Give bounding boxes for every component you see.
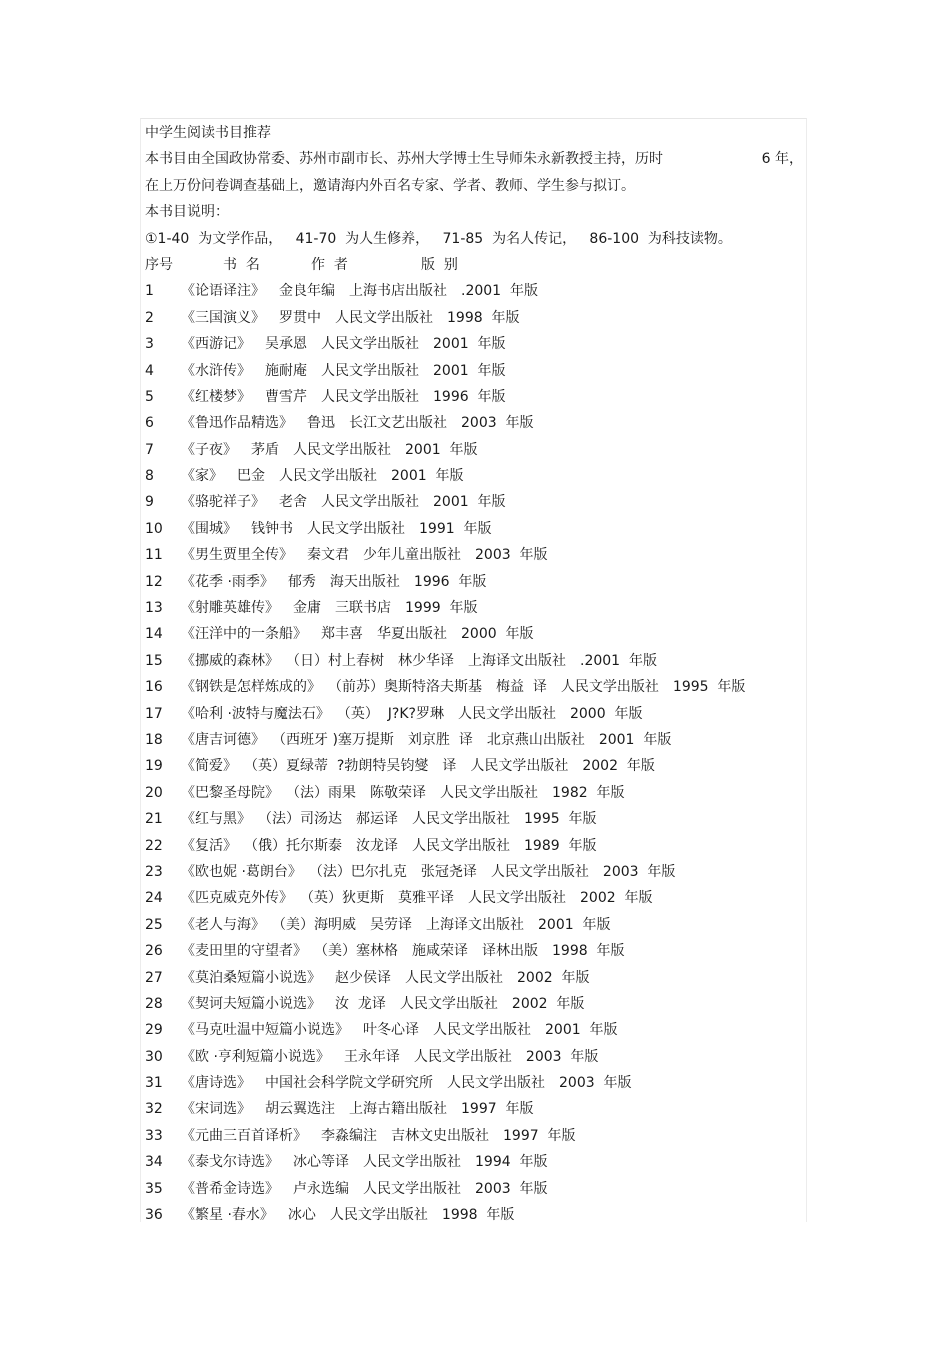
document-body <box>145 120 805 1228</box>
book-author: （西班牙 )塞万提斯 <box>279 731 394 748</box>
list-item <box>145 569 805 595</box>
header-no: 序号 <box>145 256 173 273</box>
list-item <box>145 1017 805 1043</box>
list-item <box>145 489 805 515</box>
book-title: 《骆驼祥子》 <box>181 494 265 511</box>
book-no: 10 <box>145 520 163 537</box>
book-publisher: 人民文学出版社 <box>440 784 538 801</box>
book-year: 1995 年版 <box>524 811 597 828</box>
book-publisher: 译林出版 <box>482 943 538 960</box>
book-no: 32 <box>145 1101 163 1118</box>
intro-line-1 <box>145 146 803 172</box>
header-title: 书 名 <box>223 256 260 273</box>
book-publisher: 人民文学出版社 <box>405 969 503 986</box>
book-no: 13 <box>145 600 163 617</box>
book-title: 《麦田里的守望者》 <box>181 943 307 960</box>
notes-heading: 本书目说明： <box>145 204 229 221</box>
book-author: 茅盾 <box>251 441 279 458</box>
book-title: 《普希金诗选》 <box>181 1180 279 1197</box>
list-item <box>145 859 805 885</box>
book-no: 11 <box>145 547 163 564</box>
book-title: 《老人与海》 <box>181 916 265 933</box>
book-title: 《巴黎圣母院》 <box>181 784 279 801</box>
book-no: 3 <box>145 336 154 353</box>
list-item <box>145 331 805 357</box>
book-author: 卢永选编 <box>293 1180 349 1197</box>
book-title: 《泰戈尔诗选》 <box>181 1154 279 1171</box>
book-author: 金良年编 <box>279 283 335 300</box>
list-item <box>145 727 805 753</box>
list-item <box>145 991 805 1017</box>
book-publisher: 吉林文史出版社 <box>391 1127 489 1144</box>
book-title: 《匹克威克外传》 <box>181 890 293 907</box>
book-title: 《欧 ·亨利短篇小说选》 <box>181 1048 330 1065</box>
book-year: 2001 年版 <box>391 468 464 485</box>
book-author: 钱钟书 <box>251 520 293 537</box>
list-item <box>145 938 805 964</box>
book-no: 19 <box>145 758 163 775</box>
book-no: 23 <box>145 863 163 880</box>
list-item <box>145 1202 805 1228</box>
book-year: 2002 年版 <box>580 890 653 907</box>
list-item <box>145 701 805 727</box>
book-publisher: 人民文学出版社 <box>279 468 377 485</box>
book-publisher: 人民文学出版社 <box>490 863 589 880</box>
book-title: 《莫泊桑短篇小说选》 <box>181 969 321 986</box>
book-year: 1998 年版 <box>441 1207 515 1224</box>
book-no: 18 <box>145 731 163 748</box>
book-no: 29 <box>145 1022 163 1039</box>
book-publisher: 人民文学出版社 <box>335 309 433 326</box>
book-publisher: 上海译文出版社 <box>426 916 524 933</box>
book-title: 《红与黑》 <box>181 811 251 828</box>
book-year: 2000 年版 <box>461 626 534 643</box>
book-author: 赵少侯译 <box>335 969 391 986</box>
book-publisher: 人民文学出版社 <box>321 494 419 511</box>
book-no: 35 <box>145 1180 163 1197</box>
book-author: （美）海明威 <box>279 916 356 933</box>
book-year: 1998 年版 <box>552 943 625 960</box>
book-year: 2003 年版 <box>475 1180 548 1197</box>
book-no: 24 <box>145 890 163 907</box>
book-author: 汝 龙译 <box>335 995 386 1012</box>
book-no: 14 <box>145 626 163 643</box>
book-publisher: 人民文学出版社 <box>321 388 419 405</box>
book-translator: 梅益 译 <box>496 679 547 696</box>
list-item <box>145 753 805 779</box>
book-year: 2003 年版 <box>559 1075 632 1092</box>
book-author: （英）狄更斯 <box>307 890 384 907</box>
header-author: 作 者 <box>311 256 348 273</box>
book-no: 33 <box>145 1127 163 1144</box>
book-year: 2002 年版 <box>511 995 585 1012</box>
book-author: 秦文君 <box>307 547 349 564</box>
book-title: 《射雕英雄传》 <box>181 600 279 617</box>
book-list <box>145 278 805 1228</box>
book-year: 1998 年版 <box>447 309 520 326</box>
book-publisher: 人民文学出版社 <box>447 1075 545 1092</box>
book-author: 李淼编注 <box>321 1127 377 1144</box>
book-author: 金庸 <box>293 600 321 617</box>
book-publisher: 人民文学出版社 <box>399 995 498 1012</box>
book-title: 《围城》 <box>181 520 237 537</box>
book-publisher: 上海古籍出版社 <box>349 1101 447 1118</box>
list-item <box>145 463 805 489</box>
book-no: 2 <box>145 309 154 326</box>
book-author: （英） J?K?罗琳 <box>343 705 444 722</box>
book-author: （英）夏绿蒂 ?勃朗特吴钧燮 <box>251 758 429 775</box>
book-author: 施耐庵 <box>265 362 307 379</box>
book-publisher: 人民文学出版社 <box>457 705 556 722</box>
list-item <box>145 516 805 542</box>
book-translator: 译 <box>442 758 457 775</box>
book-no: 8 <box>145 468 154 485</box>
book-year: 2001 年版 <box>405 441 478 458</box>
book-translator: 刘京胜 译 <box>407 731 473 748</box>
book-no: 7 <box>145 441 154 458</box>
book-author: 巴金 <box>237 468 265 485</box>
book-title: 《唐吉诃德》 <box>181 731 265 748</box>
book-translator: 吴劳译 <box>370 916 412 933</box>
intro-line-2: 在上万份问卷调查基础上，邀请海内外百名专家、学者、教师、学生参与拟订。 <box>145 177 635 194</box>
notes-text: ①1-40 为文学作品， 41-70 为人生修养， 71-85 为名人传记， 86-100 为科技读物。 <box>145 230 732 247</box>
book-year: 2003 年版 <box>475 547 548 564</box>
list-item <box>145 965 805 991</box>
book-translator: 林少华译 <box>398 652 454 669</box>
book-publisher: 人民文学出版社 <box>413 1048 512 1065</box>
list-item <box>145 384 805 410</box>
book-no: 30 <box>145 1048 163 1065</box>
book-translator: 施咸荣译 <box>412 943 468 960</box>
book-no: 17 <box>145 705 163 722</box>
list-item <box>145 1044 805 1070</box>
book-publisher: 人民文学出版社 <box>329 1207 428 1224</box>
book-author: 叶冬心译 <box>363 1022 419 1039</box>
book-translator: 张冠尧译 <box>420 863 477 880</box>
book-author: （法）巴尔扎克 <box>315 863 407 880</box>
book-title: 《钢铁是怎样炼成的》 <box>181 679 321 696</box>
book-publisher: 少年儿童出版社 <box>363 547 461 564</box>
book-year: 1997 年版 <box>503 1127 576 1144</box>
book-author: 郑丰喜 <box>321 626 363 643</box>
book-publisher: 人民文学出版社 <box>412 837 510 854</box>
book-title: 《子夜》 <box>181 441 237 458</box>
book-author: （法）司汤达 <box>265 811 342 828</box>
book-year: 2001 年版 <box>598 731 672 748</box>
list-item <box>145 674 805 700</box>
book-no: 1 <box>145 283 154 300</box>
book-year: 1982 年版 <box>552 784 625 801</box>
book-no: 36 <box>145 1207 163 1224</box>
book-no: 6 <box>145 415 154 432</box>
book-title: 《花季 ·雨季》 <box>181 573 274 590</box>
book-no: 27 <box>145 969 163 986</box>
book-title: 《唐诗选》 <box>181 1075 251 1092</box>
book-no: 26 <box>145 943 163 960</box>
book-translator: 莫雅平译 <box>398 890 454 907</box>
book-translator: 郝运译 <box>356 811 398 828</box>
book-author: （日）村上春树 <box>293 652 384 669</box>
book-author: （俄）托尔斯泰 <box>251 837 342 854</box>
book-title: 《西游记》 <box>181 336 251 353</box>
list-item <box>145 358 805 384</box>
book-year: .2001 年版 <box>580 652 657 669</box>
book-publisher: 北京燕山出版社 <box>486 731 585 748</box>
book-title: 《元曲三百首译析》 <box>181 1127 307 1144</box>
book-title: 《简爱》 <box>181 758 237 775</box>
book-no: 34 <box>145 1154 163 1171</box>
book-title: 《契诃夫短篇小说选》 <box>181 995 321 1012</box>
book-publisher: 人民文学出版社 <box>363 1154 461 1171</box>
list-item <box>145 1070 805 1096</box>
book-title: 《三国演义》 <box>181 309 265 326</box>
book-author: （法）雨果 <box>293 784 356 801</box>
book-publisher: 人民文学出版社 <box>293 441 391 458</box>
list-item <box>145 912 805 938</box>
book-title: 《哈利 ·波特与魔法石》 <box>181 705 330 722</box>
book-author: （美）塞林格 <box>321 943 398 960</box>
book-year: 2002 年版 <box>517 969 590 986</box>
list-item <box>145 305 805 331</box>
book-publisher: 人民文学出版社 <box>560 679 659 696</box>
book-title: 《汪洋中的一条船》 <box>181 626 307 643</box>
book-title: 《水浒传》 <box>181 362 251 379</box>
book-no: 20 <box>145 784 163 801</box>
list-item <box>145 1123 805 1149</box>
book-year: 2003 年版 <box>602 863 676 880</box>
intro-line-1-main: 本书目由全国政协常委、苏州市副市长、苏州大学博士生导师朱永新教授主持，历时 <box>145 151 663 168</box>
list-item <box>145 410 805 436</box>
book-no: 22 <box>145 837 163 854</box>
book-author: 罗贯中 <box>279 309 321 326</box>
book-translator: 陈敬荣译 <box>370 784 426 801</box>
book-publisher: 人民文学出版社 <box>470 758 569 775</box>
list-item <box>145 278 805 304</box>
book-year: 2001 年版 <box>433 494 506 511</box>
book-author: 曹雪芹 <box>265 388 307 405</box>
book-publisher: 人民文学出版社 <box>321 362 419 379</box>
book-author: 冰心 <box>287 1207 316 1224</box>
book-title: 《复活》 <box>181 837 237 854</box>
list-item <box>145 833 805 859</box>
book-author: 鲁迅 <box>307 415 335 432</box>
list-item <box>145 621 805 647</box>
book-publisher: 人民文学出版社 <box>412 811 510 828</box>
book-publisher: 长江文艺出版社 <box>349 415 447 432</box>
book-title: 《欧也妮 ·葛朗台》 <box>181 863 302 880</box>
list-item <box>145 1096 805 1122</box>
book-year: 1996 年版 <box>433 388 506 405</box>
book-title: 《男生贾里全传》 <box>181 547 293 564</box>
book-author: 王永年译 <box>343 1048 400 1065</box>
book-year: 2003 年版 <box>461 415 534 432</box>
book-title: 《鲁迅作品精选》 <box>181 415 293 432</box>
book-author: 冰心等译 <box>293 1154 349 1171</box>
book-no: 4 <box>145 362 154 379</box>
book-publisher: 人民文学出版社 <box>321 336 419 353</box>
book-author: 吴承恩 <box>265 336 307 353</box>
book-publisher: 海天出版社 <box>329 573 400 590</box>
book-year: 1997 年版 <box>461 1101 534 1118</box>
book-year: 2000 年版 <box>569 705 643 722</box>
book-year: 1996 年版 <box>413 573 487 590</box>
book-publisher: 上海书店出版社 <box>349 283 447 300</box>
book-year: 2002 年版 <box>582 758 655 775</box>
book-no: 16 <box>145 679 163 696</box>
book-year: 1989 年版 <box>524 837 597 854</box>
book-year: 1995 年版 <box>672 679 746 696</box>
header-edition: 版 别 <box>421 256 458 273</box>
book-publisher: 三联书店 <box>335 600 391 617</box>
list-item <box>145 595 805 621</box>
book-no: 28 <box>145 995 163 1012</box>
book-publisher: 人民文学出版社 <box>468 890 566 907</box>
book-no: 9 <box>145 494 154 511</box>
list-item <box>145 1149 805 1175</box>
book-year: 2001 年版 <box>433 362 506 379</box>
book-year: 2001 年版 <box>538 916 611 933</box>
list-item <box>145 542 805 568</box>
book-year: 1994 年版 <box>475 1154 548 1171</box>
book-no: 5 <box>145 388 154 405</box>
list-item <box>145 648 805 674</box>
book-year: 2001 年版 <box>433 336 506 353</box>
book-publisher: 人民文学出版社 <box>307 520 405 537</box>
list-item <box>145 806 805 832</box>
book-author: （前苏）奥斯特洛夫斯基 <box>335 679 482 696</box>
book-title: 《宋词选》 <box>181 1101 251 1118</box>
list-header <box>145 252 805 278</box>
book-author: 中国社会科学院文学研究所 <box>265 1075 433 1092</box>
book-year: .2001 年版 <box>461 283 538 300</box>
book-title: 《挪威的森林》 <box>181 652 279 669</box>
book-author: 老舍 <box>279 494 307 511</box>
book-year: 2003 年版 <box>525 1048 599 1065</box>
book-publisher: 上海译文出版社 <box>468 652 566 669</box>
book-no: 15 <box>145 652 163 669</box>
book-publisher: 人民文学出版社 <box>363 1180 461 1197</box>
list-item <box>145 437 805 463</box>
book-title: 《论语译注》 <box>181 283 265 300</box>
book-year: 1999 年版 <box>405 600 478 617</box>
book-title: 《马克吐温中短篇小说选》 <box>181 1022 349 1039</box>
document-title: 中学生阅读书目推荐 <box>145 125 271 141</box>
book-author: 胡云翼选注 <box>265 1101 335 1118</box>
book-year: 1991 年版 <box>419 520 492 537</box>
book-title: 《家》 <box>181 468 223 485</box>
book-no: 12 <box>145 573 163 590</box>
book-publisher: 华夏出版社 <box>377 626 447 643</box>
intro-line-1-end: 6 年， <box>761 151 803 168</box>
list-item <box>145 780 805 806</box>
book-no: 31 <box>145 1075 163 1092</box>
book-translator: 汝龙译 <box>356 837 398 854</box>
book-year: 2001 年版 <box>545 1022 618 1039</box>
book-title: 《繁星 ·春水》 <box>181 1207 274 1224</box>
list-item <box>145 1176 805 1202</box>
list-item <box>145 885 805 911</box>
book-no: 21 <box>145 811 163 828</box>
book-no: 25 <box>145 916 163 933</box>
book-publisher: 人民文学出版社 <box>433 1022 531 1039</box>
book-title: 《红楼梦》 <box>181 388 251 405</box>
book-author: 郁秀 <box>287 573 316 590</box>
